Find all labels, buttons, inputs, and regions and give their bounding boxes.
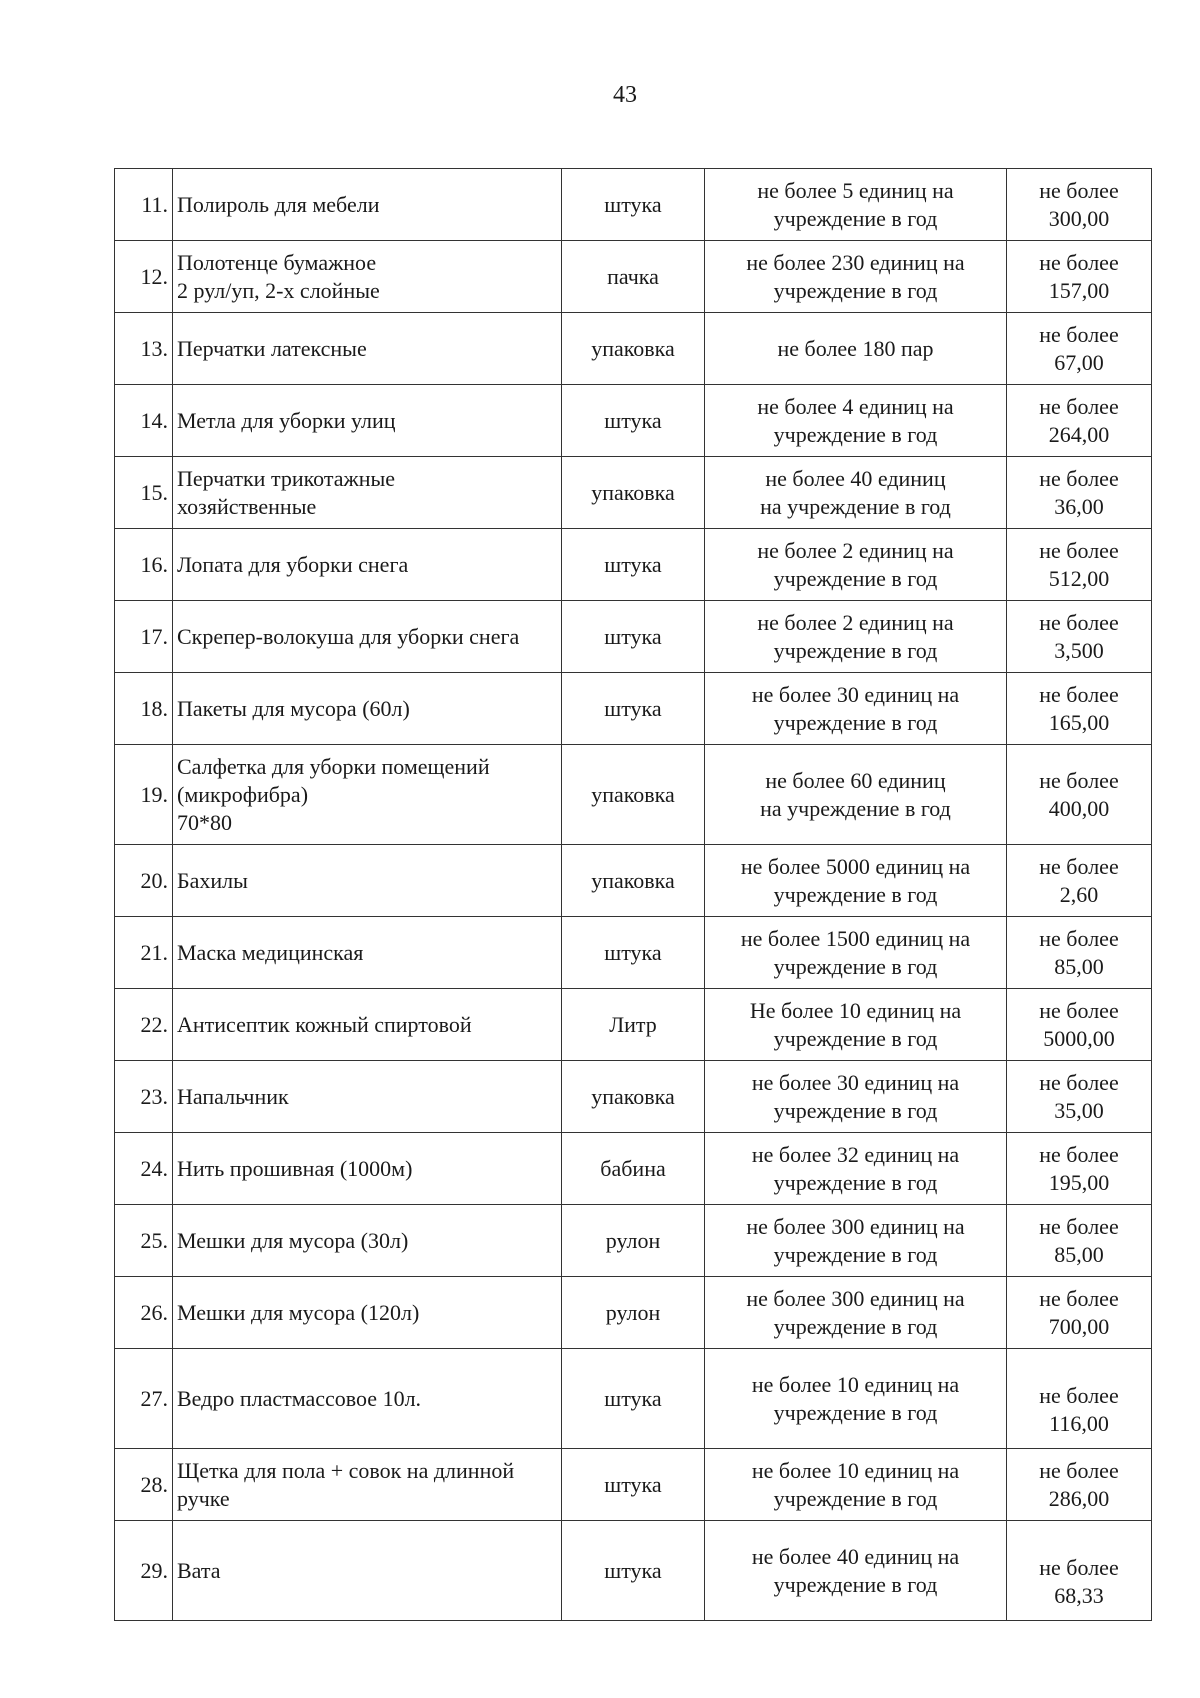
item-price: не более 116,00 — [1007, 1349, 1152, 1449]
item-price: не более 3,500 — [1007, 601, 1152, 673]
row-number: 19. — [115, 745, 173, 845]
item-quantity: не более 5 единиц на учреждение в год — [705, 169, 1007, 241]
item-price: не более 85,00 — [1007, 917, 1152, 989]
item-quantity: не более 4 единиц на учреждение в год — [705, 385, 1007, 457]
item-price: не более 35,00 — [1007, 1061, 1152, 1133]
table-row — [115, 529, 1152, 601]
row-number: 27. — [115, 1349, 173, 1449]
item-name: Напальчник — [173, 1061, 562, 1133]
item-unit: рулон — [562, 1205, 705, 1277]
table-row — [115, 241, 1152, 313]
item-name: Мешки для мусора (30л) — [173, 1205, 562, 1277]
item-quantity: не более 30 единиц на учреждение в год — [705, 673, 1007, 745]
item-name: Салфетка для уборки помещений (микрофибра) 70*80 — [173, 745, 562, 845]
item-name: Метла для уборки улиц — [173, 385, 562, 457]
item-price: не более 300,00 — [1007, 169, 1152, 241]
row-number: 29. — [115, 1521, 173, 1621]
item-quantity: не более 1500 единиц на учреждение в год — [705, 917, 1007, 989]
item-name: Щетка для пола + совок на длинной ручке — [173, 1449, 562, 1521]
item-quantity: не более 300 единиц на учреждение в год — [705, 1277, 1007, 1349]
item-price: не более 700,00 — [1007, 1277, 1152, 1349]
item-name: Антисептик кожный спиртовой — [173, 989, 562, 1061]
row-number: 14. — [115, 385, 173, 457]
table-row — [115, 1449, 1152, 1521]
item-quantity: Не более 10 единиц на учреждение в год — [705, 989, 1007, 1061]
table-row — [115, 169, 1152, 241]
table-row — [115, 385, 1152, 457]
item-name: Вата — [173, 1521, 562, 1621]
item-quantity: не более 2 единиц на учреждение в год — [705, 601, 1007, 673]
table-row — [115, 745, 1152, 845]
item-unit: упаковка — [562, 1061, 705, 1133]
page-number: 43 — [613, 82, 637, 108]
item-quantity: не более 300 единиц на учреждение в год — [705, 1205, 1007, 1277]
row-number: 21. — [115, 917, 173, 989]
item-name: Перчатки латексные — [173, 313, 562, 385]
item-price: не более 5000,00 — [1007, 989, 1152, 1061]
item-unit: штука — [562, 169, 705, 241]
item-unit: Литр — [562, 989, 705, 1061]
table-row — [115, 1061, 1152, 1133]
item-quantity: не более 60 единиц на учреждение в год — [705, 745, 1007, 845]
table-row — [115, 845, 1152, 917]
item-unit: штука — [562, 1521, 705, 1621]
item-price: не более 195,00 — [1007, 1133, 1152, 1205]
item-unit: штука — [562, 385, 705, 457]
item-price: не более 512,00 — [1007, 529, 1152, 601]
item-unit: штука — [562, 917, 705, 989]
table-row — [115, 673, 1152, 745]
item-name: Бахилы — [173, 845, 562, 917]
item-quantity: не более 10 единиц на учреждение в год — [705, 1449, 1007, 1521]
item-quantity: не более 40 единиц на учреждение в год — [705, 457, 1007, 529]
item-name: Нить прошивная (1000м) — [173, 1133, 562, 1205]
row-number: 16. — [115, 529, 173, 601]
item-unit: штука — [562, 1349, 705, 1449]
item-unit: упаковка — [562, 845, 705, 917]
item-quantity: не более 180 пар — [705, 313, 1007, 385]
item-quantity: не более 230 единиц на учреждение в год — [705, 241, 1007, 313]
item-name: Полироль для мебели — [173, 169, 562, 241]
row-number: 13. — [115, 313, 173, 385]
item-unit: штука — [562, 673, 705, 745]
item-unit: упаковка — [562, 457, 705, 529]
item-unit: штука — [562, 529, 705, 601]
item-price: не более 36,00 — [1007, 457, 1152, 529]
item-name: Пакеты для мусора (60л) — [173, 673, 562, 745]
item-quantity: не более 10 единиц на учреждение в год — [705, 1349, 1007, 1449]
item-quantity: не более 30 единиц на учреждение в год — [705, 1061, 1007, 1133]
table-row — [115, 457, 1152, 529]
table-row — [115, 1133, 1152, 1205]
item-unit: пачка — [562, 241, 705, 313]
row-number: 12. — [115, 241, 173, 313]
row-number: 25. — [115, 1205, 173, 1277]
item-quantity: не более 40 единиц на учреждение в год — [705, 1521, 1007, 1621]
item-price: не более 2,60 — [1007, 845, 1152, 917]
table-row — [115, 313, 1152, 385]
row-number: 24. — [115, 1133, 173, 1205]
table-row — [115, 1521, 1152, 1621]
row-number: 15. — [115, 457, 173, 529]
row-number: 28. — [115, 1449, 173, 1521]
item-price: не более 68,33 — [1007, 1521, 1152, 1621]
table-row — [115, 989, 1152, 1061]
item-name: Лопата для уборки снега — [173, 529, 562, 601]
table-row — [115, 1349, 1152, 1449]
item-unit: штука — [562, 1449, 705, 1521]
item-unit: упаковка — [562, 745, 705, 845]
item-name: Маска медицинская — [173, 917, 562, 989]
item-price: не более 286,00 — [1007, 1449, 1152, 1521]
item-quantity: не более 2 единиц на учреждение в год — [705, 529, 1007, 601]
item-price: не более 67,00 — [1007, 313, 1152, 385]
row-number: 20. — [115, 845, 173, 917]
row-number: 17. — [115, 601, 173, 673]
item-price: не более 85,00 — [1007, 1205, 1152, 1277]
row-number: 11. — [115, 169, 173, 241]
item-price: не более 165,00 — [1007, 673, 1152, 745]
row-number: 26. — [115, 1277, 173, 1349]
item-name: Перчатки трикотажные хозяйственные — [173, 457, 562, 529]
item-quantity: не более 5000 единиц на учреждение в год — [705, 845, 1007, 917]
row-number: 18. — [115, 673, 173, 745]
item-name: Полотенце бумажное 2 рул/уп, 2-х слойные — [173, 241, 562, 313]
row-number: 23. — [115, 1061, 173, 1133]
table-row — [115, 1277, 1152, 1349]
item-unit: рулон — [562, 1277, 705, 1349]
item-name: Ведро пластмассовое 10л. — [173, 1349, 562, 1449]
items-table — [114, 168, 1152, 1621]
item-unit: бабина — [562, 1133, 705, 1205]
item-name: Мешки для мусора (120л) — [173, 1277, 562, 1349]
table-row — [115, 601, 1152, 673]
item-price: не более 400,00 — [1007, 745, 1152, 845]
table-row — [115, 917, 1152, 989]
item-price: не более 264,00 — [1007, 385, 1152, 457]
item-unit: штука — [562, 601, 705, 673]
item-price: не более 157,00 — [1007, 241, 1152, 313]
item-quantity: не более 32 единиц на учреждение в год — [705, 1133, 1007, 1205]
item-name: Скрепер-волокуша для уборки снега — [173, 601, 562, 673]
table-row — [115, 1205, 1152, 1277]
item-unit: упаковка — [562, 313, 705, 385]
row-number: 22. — [115, 989, 173, 1061]
